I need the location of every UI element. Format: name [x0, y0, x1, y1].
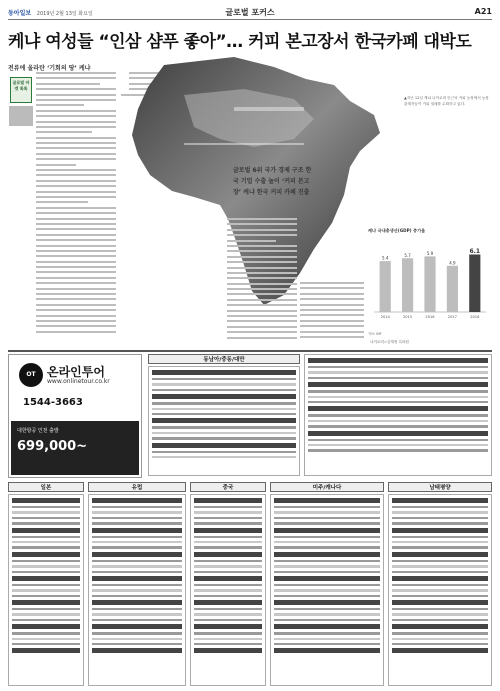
ad-block-americas — [270, 494, 384, 686]
chart-bar — [380, 261, 391, 312]
article-column-4 — [300, 282, 364, 342]
chart-title: 케냐 국내총생산(GDP) 증가율 — [368, 228, 426, 233]
chart-bar — [424, 256, 435, 312]
chart-value-label: 6.1 — [469, 247, 481, 255]
pull-quote: 글로벌 6위 국가 경제 구조 한국 기업 수출 높이 ‘커피 본고장’ 케냐 한국 커피 카페 진출 — [233, 167, 312, 196]
ad-url: www.onlinetour.co.kr — [47, 378, 110, 385]
chart-value-label: 5.7 — [404, 252, 411, 258]
ad-header-china: 중국 — [190, 482, 266, 492]
chart-category-label: 2018 — [470, 315, 480, 319]
sub-headline: 전류에 올라탄 ‘기회의 땅’ 케냐 — [8, 65, 91, 72]
ad-block-2 — [304, 354, 492, 476]
chart-source: 자료: IMF — [368, 332, 382, 336]
chart-bar — [447, 266, 458, 312]
sidebox-label: 글로벌 마켓 톡톡 — [10, 77, 32, 103]
page-number: A21 — [474, 7, 492, 16]
gdp-chart — [368, 228, 492, 336]
ad-dark-panel — [11, 421, 139, 475]
chart-category-label: 2014 — [380, 315, 390, 319]
ad-block-1 — [148, 366, 300, 476]
chart-value-label: 4.9 — [449, 260, 456, 266]
ad-dark-price: 699,000~ — [17, 439, 88, 454]
chart-category-label: 2015 — [403, 315, 413, 319]
ad-header-europe: 유럽 — [88, 482, 186, 492]
ad-block-china — [190, 494, 266, 686]
ad-logo-icon: OT — [19, 363, 43, 387]
issue-date: 2019년 2월 13일 화요일 — [36, 11, 93, 17]
chart-bar — [402, 258, 413, 312]
ad-brand: 온라인투어 — [47, 365, 105, 379]
masthead — [8, 6, 492, 20]
headline: 케냐 여성들 “인삼 샴푸 좋아”… 커피 본고장서 한국카페 대박도 — [8, 32, 472, 52]
section-title: 글로벌 포커스 — [225, 8, 275, 17]
ad-block-south-pacific — [388, 494, 492, 686]
chart-value-label: 5.4 — [382, 255, 389, 261]
ad-phone: 1544-3663 — [23, 397, 83, 408]
reporter-photo — [9, 106, 33, 126]
ad-header-japan: 일본 — [8, 482, 84, 492]
ad-block-japan — [8, 494, 84, 686]
chart-category-label: 2016 — [425, 315, 435, 319]
photo-caption: ▲지난 12일 케냐 나이로비 인근의 커피 농장에서 농장 관계자들이 커피 열매를 수확하고 있다. — [404, 96, 489, 106]
chart-bar — [469, 254, 480, 312]
ad-dark-text: 대한항공 인천 출발 — [17, 428, 59, 434]
ad-logo — [17, 361, 135, 391]
newspaper-brand: 동아일보 — [8, 10, 32, 17]
travel-ad[interactable] — [8, 354, 142, 478]
ad-header-southeast-asia: 동남아/중동/대만 — [148, 354, 300, 364]
ad-header-south-pacific: 남태평양 — [388, 482, 492, 492]
ad-block-europe — [88, 494, 186, 686]
ad-header-americas: 미주/캐나다 — [270, 482, 384, 492]
byline: 나이로비=김재영 특파원 — [370, 340, 409, 344]
article-column-3 — [227, 218, 297, 342]
masthead-left — [8, 8, 93, 17]
chart-value-label: 5.9 — [426, 250, 434, 256]
chart-category-label: 2017 — [447, 315, 457, 319]
article-column-1 — [36, 72, 116, 342]
gdp-chart-svg — [368, 236, 492, 326]
